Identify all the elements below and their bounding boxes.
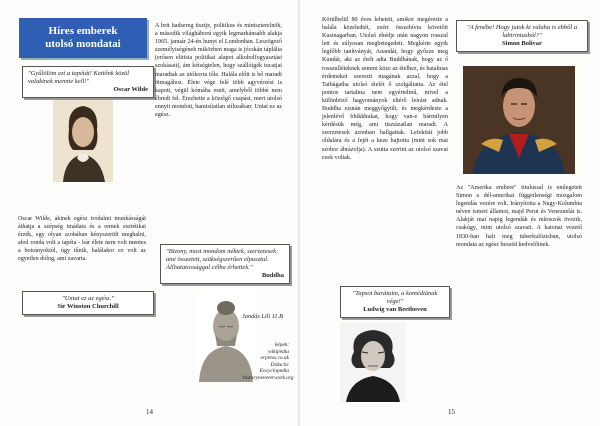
source-line: Didactic Encyclopedia — [259, 361, 289, 374]
beethoven-quote-text: "Tapsot barátaim, a komédiának vége!" — [352, 290, 438, 305]
image-sources — [243, 342, 294, 381]
bolivar-article: Az "Amerika embere" titulussal is emlegetett Simon a dél-amerikai függetlenségi mozgalom legendás vezére volt. Irányította a Nagy-Kolumbia néven ismert államot, majd Perut és Venezuelát is. Alakját mai napig legendák és mítoszok övezik, csakúgy, mint utolsó szavait. A katonai vezető 1830-ban halt meg tuberkulózisban, utolsó mondata az egész beszéd kedvelőinek. — [456, 185, 582, 248]
bolivar-quote-text: "A fenébe! Hogy jutok ki valaha is ebből a labirintusból?" — [466, 24, 578, 39]
wilde-quote-author: Oscar Wilde — [113, 86, 148, 93]
buddha-article: Körülbelül 80 éves lehetett, amikor megérezte a halála közeledtét, ezért összehívta követőit Kusinagarban. Utolsó ebédje után nagyon rosszul lett és súlyosan megbetegedett. Megkérte egyik legfőbb tanítványát, Anandát, hogy győzze meg Kundát, aki az ételt adta Buddhának, hogy az ő rosszulléteknek semmi köze az ételhez, és hatalmas érdemeket szereztt magának azzal, hogy a Tathágatha utolsó ételét ő szolgáltatta. Az étel pontos tartalma nem egyértelmű, mivel a különböző hagyományok eltérő leírást adnak. Buddha ezután meggyőgyült, és megkérdezte a jelenlévő bhikkhukat, hogy van-e bármilyen kérdésük még, ami tisztázatlan maradt. A szerzetesek azonban hallgattak. Lefektiát jobb oldalára és a fejét a keze hajtotta (mint sok mai szobor ábrázolja). A szutta szerint az utolsó szavai ezek voltak. — [322, 17, 448, 161]
title-line-1: Híres emberek — [48, 25, 118, 37]
page-number-left: 14 — [146, 408, 153, 416]
buddha-quote-author: Buddha — [261, 272, 284, 279]
buddha-quote-box — [160, 244, 290, 284]
beethoven-portrait — [340, 322, 406, 402]
churchill-quote-author: Sir Winston Churchill — [57, 303, 119, 310]
page-number-right: 15 — [448, 408, 455, 416]
right-page — [300, 0, 600, 426]
churchill-quote-text: "Untat ez az egész." — [61, 295, 115, 302]
simon-bolivar-portrait — [463, 66, 575, 174]
churchill-quote-box — [22, 291, 154, 315]
wilde-caption: Oscar Wilde, akinek egész irodalmi munkásságát áthatja a szépség imádata és a remek esztétikai érzék, egy olyan szobában kényszerült meghalni, ahol ronda volt a tapéta - bár élete nem volt mentes a botrányoktól, úgy tűnik, halálakor ez volt az egyetlen dolog, ami zavarta. — [18, 216, 146, 263]
wilde-quote-box — [22, 66, 154, 98]
author-signoff: Jandás Lili 11.B — [242, 313, 283, 320]
title-banner — [19, 18, 147, 58]
beethoven-quote-box — [340, 286, 450, 318]
beethoven-quote-author: Ludwig van Beethoven — [363, 306, 427, 313]
source-line: képek: — [274, 342, 289, 348]
source-line: erpress.co.uk — [260, 355, 289, 361]
source-line: wikipédia — [268, 348, 289, 355]
bolivar-quote-author: Simon Bolívar — [502, 40, 542, 47]
source-line: historyneneterwork.org — [243, 374, 294, 381]
oscar-wilde-portrait — [53, 100, 113, 182]
wilde-quote-text: "Gyűlölöm ezt a tapétát! Kettőnk közül valakinek mennie kell!" — [28, 70, 130, 85]
churchill-article: A brit hadsereg tisztje, politikus és miniszterelnök, a második világháború egyik legmarkánsabb alakja 1965. január 24-én hunyt el Londonban. Leszögező személyiségének miközben maga is jócskán táplálta (erősen elitista politikai alapot alkoholfogyasztási szokásait), ám kétségtelen, hogy szállóigék tucatjai maradtak az utókorra tőle. Halála előtt is bő maradt ötmagához. Élete vége felé több agyvérzést is kapott, végül kómába esett, amelyből többé nem ébredt fel. Érezhette a közelgő csapást, mert utolsó ennyit mondott, hamisítatlan stílusában: Untat ez az egész. — [155, 23, 282, 119]
bolivar-quote-box — [456, 20, 588, 52]
title-line-2: utolsó mondatai — [45, 38, 121, 50]
buddha-quote-text: "Bizony, most mondom néktek, szerzetesek: ami összetett, szükségszerűen elpusztul. Állhatatossággal célba érhettek." — [166, 248, 279, 271]
